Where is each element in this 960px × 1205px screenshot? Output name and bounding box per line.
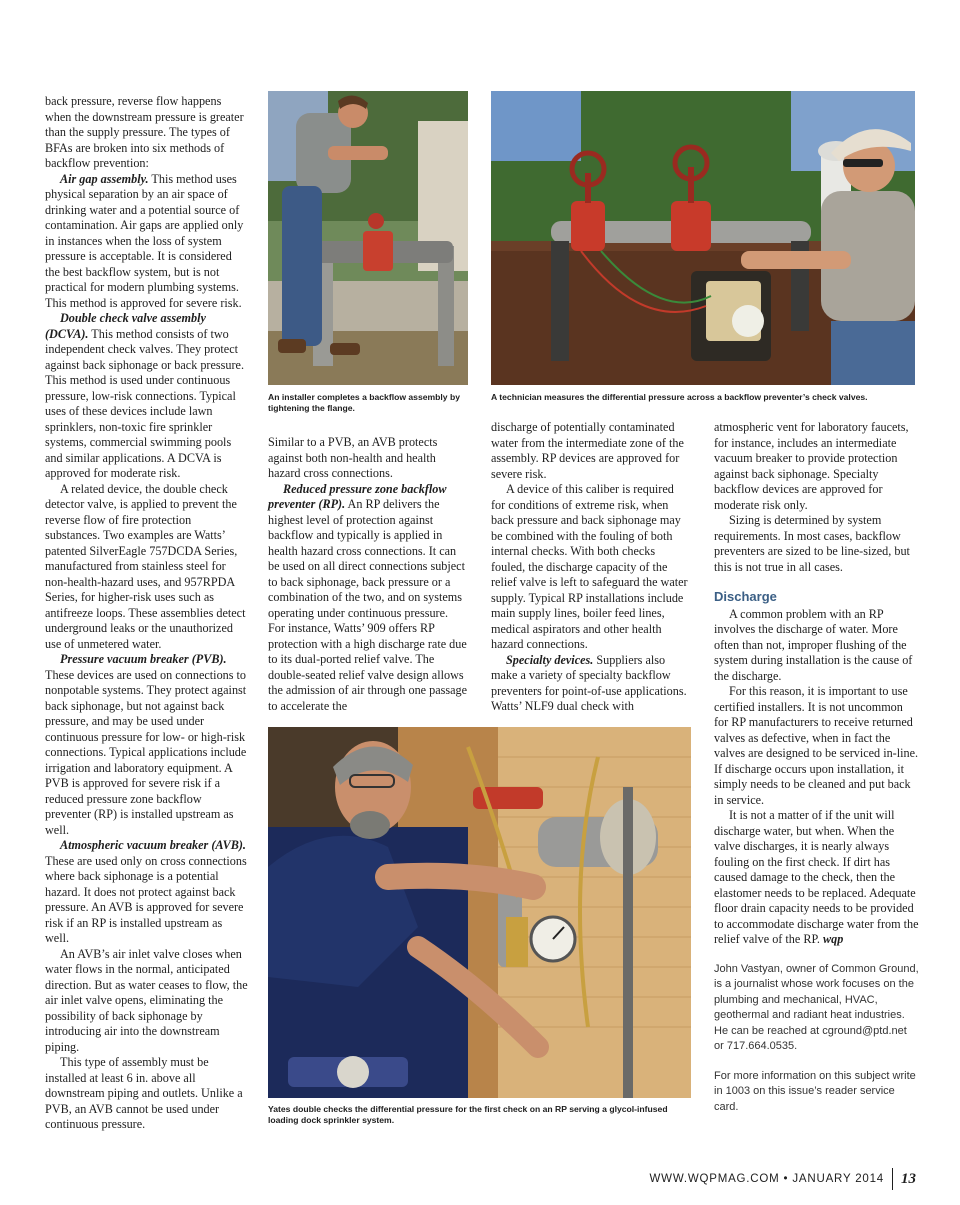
paragraph: atmospheric vent for laboratory faucets, for instance, includes an intermediate vacuum breaker to provide protection against back siphonage. Specialty backflow devices are approved for moderate risk only. [714,420,909,512]
paragraph: For this reason, it is important to use certified installers. It is not uncommon for RP manufacturers to receive returned valves as defective, when in fact the valves are designed to be serviced in-line. If discharge occurs upon installation, it simply needs to be cleaned and put back in service. [714,684,919,807]
photo-technician [491,91,915,385]
run-in-heading: Air gap assembly. [60,171,149,186]
installer-photo-image [268,91,468,385]
run-in-heading: Atmospheric vacuum breaker (AVB). [60,838,246,852]
footer-divider [892,1168,893,1190]
footer-site-issue [650,1173,884,1185]
paragraph: Pressure vacuum breaker (PVB). These devices are used on connections to nonpotable systems. They protect against back siphonage, but not against back pressure, and may be used under continuous pressure for low- or high-risk connections. Typical applications include irrigation and laboratory equipment. A PVB is approved for severe risk if a reduced pressure zone backflow preventer (RP) is installed upstream as well. [45,652,247,837]
paragraph: discharge of potentially contaminated water from the intermediate zone of the assembly. RP devices are approved for severe risk. [491,420,684,481]
paragraph: A common problem with an RP involves the discharge of water. More often than not, improper flushing of the system during installation is the cause of the discharge. [714,606,913,683]
paragraph: A device of this caliber is required for conditions of extreme risk, when back pressure and back siphonage may be combined with the fouling of both internal checks. With both checks fouled, the discharge capacity of the relief valve is left to safeguard the water supply. Typical RP installations include main supply lines, boiler feed lines, medical aspirators and other health hazard connections. [491,482,688,651]
paragraph: Atmospheric vacuum breaker (AVB). These are used only on cross connections where back siphonage is a potential hazard. It does not protect against back pressure. An AVB is approved for severe risk if an RP is installed upstream as well. [45,838,247,945]
author-bio: John Vastyan, owner of Common Ground, is a journalist whose work focuses on the plumbing and mechanical, HVAC, geothermal and radiant heat industries. He can be reached at cground@ptd.net or 717.664.0535. [714,962,919,1052]
end-mark-logo: wqp [822,932,844,946]
article-column-3 [491,420,691,715]
page-number: 13 [901,1170,916,1187]
paragraph: Reduced pressure zone backflow preventer (RP). An RP delivers the highest level of protection against backflow and typically is applied in health hazard cross connections. It can be used on all direct connections subject to back siphonage, back pressure or a combination of the two, and on systems operating under continuous pressure. For instance, Watts’ 909 offers RP protection with a high discharge rate due to its dual-ported relief valve. The double-seated relief valve design allows the admission of air through one passage to accelerate the [268,481,468,713]
yates-photo-image [268,727,691,1098]
run-in-heading: Specialty devices. [506,652,594,667]
photo-installer-caption: An installer completes a backflow assembly by tightening the flange. [268,392,460,413]
article-column-2 [268,435,468,714]
footer-separator: • [783,1173,789,1185]
paragraph: Double check valve assembly (DCVA). This method consists of two independent check valves. They protect against back siphonage or back pressure. This method is used under continuous pressure, low-risk connections. Typical uses of these devices include lawn sprinklers, non-toxic fire sprinkler systems, commercial swimming pools and similar applications. A DCVA is approved for moderate risk. [45,311,244,480]
paragraph: Air gap assembly. This method uses physical separation by an air space of drinking water and a potential source of contamination. Air gaps are applied only in instances when the loss of system pressure is acceptable. It is considered the best backflow system, but is not practical for modern plumbing systems. This method is approved for severe risk. [45,171,244,310]
section-heading: Discharge [714,589,777,604]
page-footer [650,1168,916,1190]
footer-issue: JANUARY 2014 [792,1173,884,1185]
paragraph: It is not a matter of if the unit will discharge water, but when. When the valve discharges, it is nearly always fouling on the first check. If dirt has caused damage to the check, then the elastomer needs to be replaced. Adequate floor drain capacity needs to be provided to accommodate discharge water from the relief valve of the RP. wqp [714,808,919,946]
photo-installer [268,91,468,385]
paragraph: An AVB’s air inlet valve closes when water flows in the normal, anticipated direction. But as water ceases to flow, the air inlet valve opens, eliminating the possibility of back siphonage by introducing air into the downstream piping. [45,946,248,1054]
photo-yates-caption: Yates double checks the differential pressure for the first check on an RP serving a glycol-infused loading dock sprinkler system. [268,1104,668,1125]
paragraph: A related device, the double check detector valve, is applied to prevent the reverse flow of fire protection substances. Two examples are Watts’ patented SilverEagle 757DCDA Series, manufactured from stainless steel for non-health-hazard uses, and 957RPDA Series, for higher-risk uses such as antifreeze loops. These assemblies detect underground leaks or the unauthorized use of unmetered water. [45,481,246,651]
paragraph: Similar to a PVB, an AVB protects against both non-health and health hazard cross connections. [268,435,438,480]
article-column-1 [45,94,248,1133]
paragraph: Sizing is determined by system requirements. In most cases, backflow preventers are sized to be line-sized, but this is not true in all cases. [714,513,910,574]
footer-site: WWW.WQPMAG.COM [649,1173,780,1185]
paragraph: This type of assembly must be installed at least 6 in. above all downstream piping and outlets. Unlike a PVB, an AVB cannot be used under continuous pressure. [45,1055,243,1131]
photo-yates [268,727,691,1098]
paragraph: back pressure, reverse flow happens when the downstream pressure is greater than the supply pressure. The types of BFAs are broken into six methods of backflow prevention: [45,94,244,170]
article-column-4 [714,420,919,1115]
photo-technician-caption: A technician measures the differential pressure across a backflow preventer’s check valves. [491,392,868,402]
run-in-heading: Pressure vacuum breaker (PVB). [60,652,227,666]
more-info-note: For more information on this subject write in 1003 on this issue’s reader service card. [714,1069,916,1113]
run-in-heading: Double check valve assembly (DCVA). [45,311,206,341]
technician-photo-image [491,91,915,385]
paragraph: Specialty devices. Suppliers also make a variety of specialty backflow preventers for point-of-use applications. Watts’ NLF9 dual check with [491,652,687,713]
run-in-heading: Reduced pressure zone backflow preventer (RP). [268,481,447,511]
